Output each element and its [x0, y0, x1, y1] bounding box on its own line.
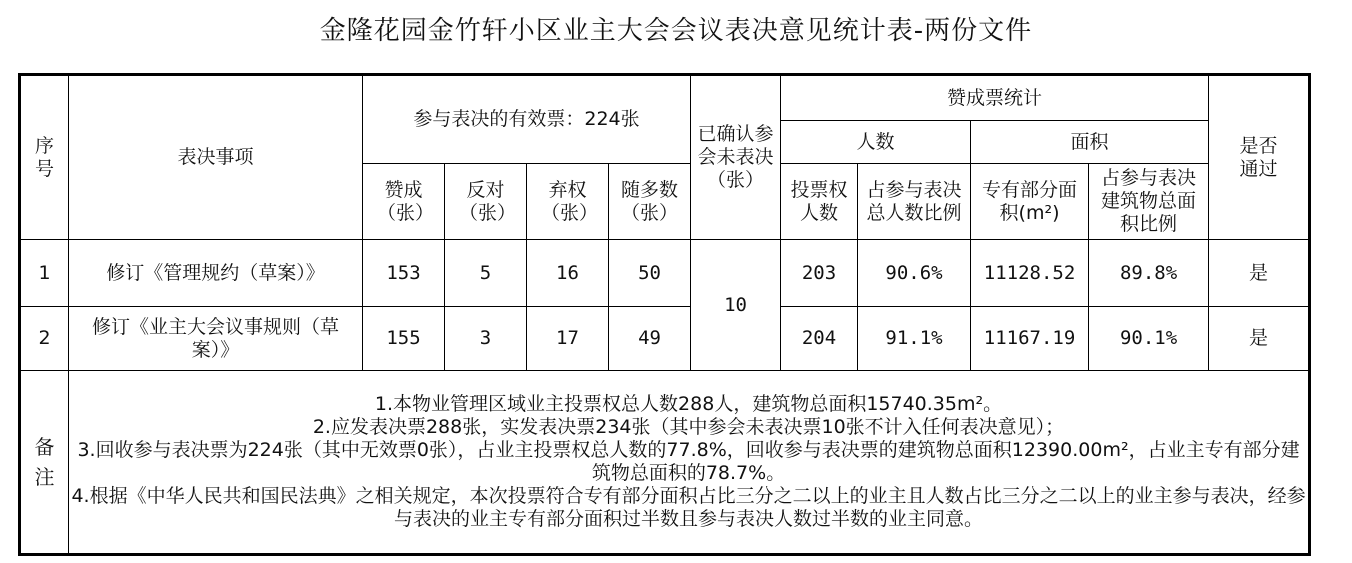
row-seq: 1	[20, 240, 69, 307]
notes-content	[69, 371, 1310, 555]
notes-row	[20, 371, 1310, 555]
row-follow-majority: 49	[609, 307, 691, 371]
header-confirmed-unvoted: 已确认参会未表决（张）	[691, 75, 781, 240]
header-valid-votes: 参与表决的有效票：224张	[363, 75, 691, 164]
note-item: 4.根据《中华人民共和国民法典》之相关规定，本次投票符合专有部分面积占比三分之二以上的业主且人数占比三分之二以上的业主参与表决，经参与表决的业主专有部分面积过半数且参与表决人数过半数的业主同意。	[71, 485, 1306, 530]
header-people: 人数	[781, 121, 971, 164]
row-exclusive-area: 11128.52	[971, 240, 1089, 307]
header-people-ratio: 占参与表决总人数比例	[858, 164, 971, 240]
row-area-ratio: 89.8%	[1089, 240, 1209, 307]
header-seq: 序号	[20, 75, 69, 240]
table-row	[20, 240, 1310, 307]
row-item: 修订《业主大会议事规则（草案）》	[69, 307, 363, 371]
row-approve: 155	[363, 307, 445, 371]
row-people-ratio: 91.1%	[858, 307, 971, 371]
row-seq: 2	[20, 307, 69, 371]
header-area-ratio: 占参与表决建筑物总面积比例	[1089, 164, 1209, 240]
header-follow-majority: 随多数（张）	[609, 164, 691, 240]
row-approve: 153	[363, 240, 445, 307]
row-voting-people: 203	[781, 240, 858, 307]
note-item: 3.回收参与表决票为224张（其中无效票0张），占业主投票权总人数的77.8%，回收参与表决票的建筑物总面积12390.00m²，占业主专有部分建筑物总面积的78.7%。	[77, 439, 1300, 484]
note-item: 1.本物业管理区域业主投票权总人数288人，建筑物总面积15740.35m²。	[374, 393, 1003, 415]
row-exclusive-area: 11167.19	[971, 307, 1089, 371]
notes-label: 备注	[20, 371, 69, 555]
row-oppose: 5	[445, 240, 527, 307]
row-passed: 是	[1209, 240, 1310, 307]
header-area: 面积	[971, 121, 1209, 164]
row-abstain: 16	[527, 240, 609, 307]
vote-statistics-table	[18, 73, 1311, 556]
row-abstain: 17	[527, 307, 609, 371]
row-item: 修订《管理规约（草案）》	[69, 240, 363, 307]
header-voting-people: 投票权人数	[781, 164, 858, 240]
table-row	[20, 307, 1310, 371]
header-abstain: 弃权（张）	[527, 164, 609, 240]
row-area-ratio: 90.1%	[1089, 307, 1209, 371]
header-oppose: 反对（张）	[445, 164, 527, 240]
header-approve: 赞成（张）	[363, 164, 445, 240]
row-voting-people: 204	[781, 307, 858, 371]
header-exclusive-area: 专有部分面积(m²)	[971, 164, 1089, 240]
confirmed-unvoted-value: 10	[691, 240, 781, 371]
row-passed: 是	[1209, 307, 1310, 371]
header-item: 表决事项	[69, 75, 363, 240]
row-follow-majority: 50	[609, 240, 691, 307]
note-item: 2.应发表决票288张，实发表决票234张（其中参会未表决票10张不计入任何表决意见）；	[312, 416, 1065, 438]
header-passed: 是否通过	[1209, 75, 1310, 240]
page-title: 金隆花园金竹轩小区业主大会会议表决意见统计表-两份文件	[319, 16, 1033, 46]
header-approve-stats: 赞成票统计	[781, 75, 1209, 121]
row-people-ratio: 90.6%	[858, 240, 971, 307]
row-oppose: 3	[445, 307, 527, 371]
